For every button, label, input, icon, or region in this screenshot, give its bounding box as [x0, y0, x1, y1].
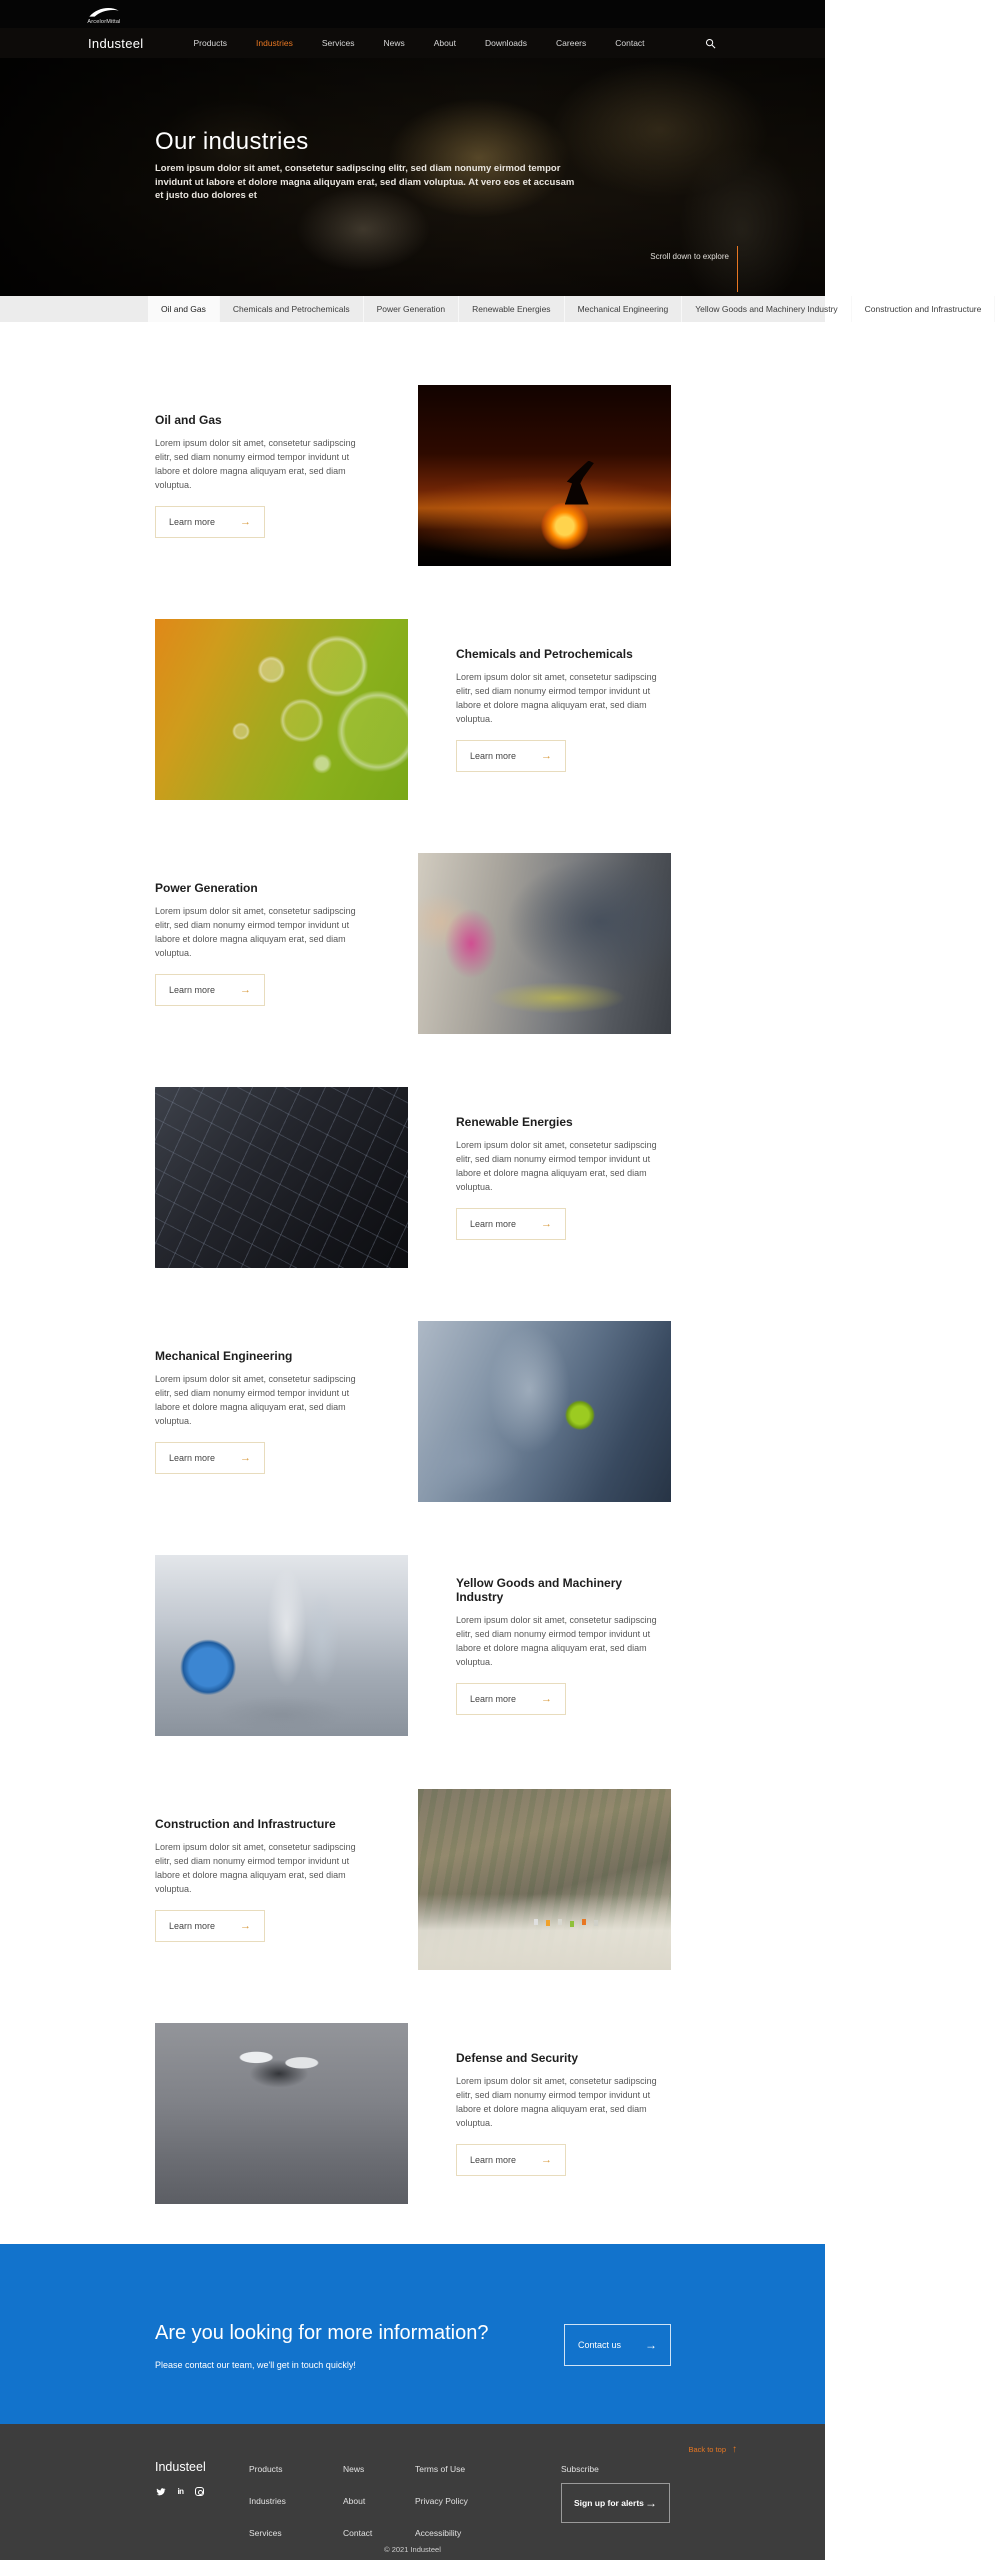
footer: [0, 2424, 825, 2560]
footer-link-privacy-policy[interactable]: Privacy Policy: [415, 2496, 468, 2506]
learn-more-button-power-generation[interactable]: [155, 974, 265, 1006]
tab-renewable-energies[interactable]: Renewable Energies: [459, 296, 564, 322]
tab-power-generation[interactable]: Power Generation: [364, 296, 460, 322]
learn-more-button-yellow-goods[interactable]: [456, 1683, 566, 1715]
social-icons: [155, 2486, 204, 2497]
section-body: Lorem ipsum dolor sit amet, consetetur sadipscing elitr, sed diam nonumy eirmod tempor invidunt ut labore et dolore magna aliquyam erat, sed diam voluptua.: [456, 2075, 657, 2128]
footer-link-services[interactable]: Services: [249, 2528, 282, 2538]
learn-more-label: Learn more: [169, 984, 216, 995]
footer-link-accessibility[interactable]: Accessibility: [415, 2528, 462, 2538]
tab-mechanical-engineering[interactable]: Mechanical Engineering: [565, 296, 683, 322]
section-title: Yellow Goods and Machinery Industry: [456, 1575, 623, 1604]
nav-item-products[interactable]: Products: [193, 38, 228, 48]
learn-more-button-oil-and-gas[interactable]: [155, 506, 265, 538]
section-text-block: [456, 2051, 671, 2176]
back-to-top-label: Back to top: [688, 2445, 726, 2454]
footer-link-products[interactable]: Products: [249, 2464, 283, 2474]
nav-item-industries[interactable]: Industries: [256, 38, 293, 48]
section-text-block: [456, 647, 671, 772]
nav-item-about[interactable]: About: [433, 38, 456, 48]
section-mechanical-engineering: [155, 1294, 671, 1528]
section-title: Power Generation: [155, 880, 258, 895]
scroll-indicator[interactable]: [650, 246, 738, 292]
learn-more-button-defense[interactable]: [456, 2144, 566, 2176]
section-title: Oil and Gas: [155, 412, 222, 427]
section-text-block: [456, 1576, 671, 1715]
section-title: Chemicals and Petrochemicals: [456, 646, 633, 661]
arcelormittal-logo[interactable]: [87, 6, 121, 28]
brand-industeel[interactable]: Industeel: [88, 35, 144, 51]
arrow-right-icon: →: [645, 2338, 657, 2352]
section-text-block: [155, 413, 370, 538]
learn-more-label: Learn more: [169, 1920, 216, 1931]
section-title: Mechanical Engineering: [155, 1348, 293, 1363]
section-title: Construction and Infrastructure: [155, 1816, 336, 1831]
learn-more-label: Learn more: [470, 750, 517, 761]
page-title: Our industries: [155, 128, 309, 155]
defense-photo: [155, 2023, 408, 2204]
footer-link-industries[interactable]: Industries: [249, 2496, 286, 2506]
section-construction-and-infrastructure: [155, 1762, 671, 1996]
industry-sections: [0, 322, 825, 2230]
contact-us-button[interactable]: [564, 2324, 671, 2366]
section-text-block: [155, 881, 370, 1006]
search-icon[interactable]: [705, 38, 716, 49]
nav-item-services[interactable]: Services: [321, 38, 355, 48]
instagram-icon[interactable]: [195, 2487, 204, 2496]
arrow-right-icon: →: [645, 2496, 657, 2510]
section-defense-and-security: [155, 1996, 671, 2230]
arrow-right-icon: →: [240, 1919, 251, 1932]
learn-more-button-construction[interactable]: [155, 1910, 265, 1942]
section-body: Lorem ipsum dolor sit amet, consetetur sadipscing elitr, sed diam nonumy eirmod tempor invidunt ut labore et dolore magna aliquyam erat, sed diam voluptua.: [155, 1373, 356, 1426]
section-text-block: [456, 1115, 671, 1240]
section-body: Lorem ipsum dolor sit amet, consetetur sadipscing elitr, sed diam nonumy eirmod tempor invidunt ut labore et dolore magna aliquyam erat, sed diam voluptua.: [456, 1614, 657, 1667]
yellow-goods-photo: [155, 1555, 408, 1736]
arcelormittal-mark-icon: [87, 6, 121, 18]
twitter-icon[interactable]: [155, 2486, 166, 2497]
learn-more-label: Learn more: [470, 1693, 517, 1704]
mechanical-engineering-photo: [418, 1321, 671, 1502]
section-chemicals-and-petrochemicals: [155, 592, 671, 826]
section-title: Renewable Energies: [456, 1114, 573, 1129]
section-yellow-goods: [155, 1528, 671, 1762]
top-strip: [0, 0, 825, 28]
arrow-right-icon: →: [541, 749, 552, 762]
learn-more-label: Learn more: [470, 1218, 517, 1229]
nav-item-careers[interactable]: Careers: [556, 38, 587, 48]
subscribe-label: Subscribe: [561, 2464, 599, 2474]
learn-more-label: Learn more: [169, 1452, 216, 1463]
learn-more-label: Learn more: [169, 516, 216, 527]
hero-banner: [0, 58, 825, 296]
arrow-right-icon: →: [240, 515, 251, 528]
scroll-hint-label: Scroll down to explore: [650, 252, 729, 261]
footer-brand[interactable]: Industeel: [155, 2460, 206, 2474]
section-body: Lorem ipsum dolor sit amet, consetetur sadipscing elitr, sed diam nonumy eirmod tempor invidunt ut labore et dolore magna aliquyam erat, sed diam voluptua.: [456, 671, 657, 724]
arrow-right-icon: →: [541, 1217, 552, 1230]
tab-chemicals-and-petrochemicals[interactable]: Chemicals and Petrochemicals: [220, 296, 364, 322]
nav-item-news[interactable]: News: [383, 38, 405, 48]
scroll-line: [737, 246, 738, 292]
footer-link-terms-of-use[interactable]: Terms of Use: [415, 2464, 466, 2474]
tab-oil-and-gas[interactable]: Oil and Gas: [148, 296, 220, 322]
section-renewable-energies: [155, 1060, 671, 1294]
nav-items: [193, 38, 644, 48]
back-to-top-link[interactable]: [688, 2444, 737, 2455]
arrow-up-icon: ↑: [732, 2444, 737, 2455]
section-text-block: [155, 1817, 370, 1942]
section-body: Lorem ipsum dolor sit amet, consetetur sadipscing elitr, sed diam nonumy eirmod tempor invidunt ut labore et dolore magna aliquyam erat, sed diam voluptua.: [155, 905, 356, 958]
nav-item-contact[interactable]: Contact: [615, 38, 645, 48]
arcelormittal-logo-text: ArcelorMittal: [87, 19, 121, 25]
section-body: Lorem ipsum dolor sit amet, consetetur sadipscing elitr, sed diam nonumy eirmod tempor invidunt ut labore et dolore magna aliquyam erat, sed diam voluptua.: [155, 1841, 356, 1894]
linkedin-icon[interactable]: in: [177, 2487, 184, 2496]
section-body: Lorem ipsum dolor sit amet, consetetur sadipscing elitr, sed diam nonumy eirmod tempor invidunt ut labore et dolore magna aliquyam erat, sed diam voluptua.: [456, 1139, 657, 1192]
learn-more-label: Learn more: [470, 2154, 517, 2165]
hero-description: Lorem ipsum dolor sit amet, consetetur sadipscing elitr, sed diam nonumy eirmod tempor invidunt ut labore et dolore magna aliquyam erat, sed diam voluptua. At vero eos et accusam et justo duo dolores et: [155, 163, 575, 201]
tab-yellow-goods-and-machinery-industry[interactable]: Yellow Goods and Machinery Industry: [682, 296, 851, 322]
section-text-block: [155, 1349, 370, 1474]
learn-more-button-chemicals[interactable]: [456, 740, 566, 772]
footer-link-about[interactable]: About: [343, 2496, 366, 2506]
section-power-generation: [155, 826, 671, 1060]
section-body: Lorem ipsum dolor sit amet, consetetur sadipscing elitr, sed diam nonumy eirmod tempor invidunt ut labore et dolore magna aliquyam erat, sed diam voluptua.: [155, 437, 356, 490]
contact-us-label: Contact us: [578, 2340, 622, 2350]
chemicals-photo: [155, 619, 408, 800]
main-nav: [0, 28, 825, 58]
arrow-right-icon: →: [541, 2153, 552, 2166]
oil-and-gas-photo: [418, 385, 671, 566]
footer-link-contact[interactable]: Contact: [343, 2528, 373, 2538]
signup-alerts-button[interactable]: [561, 2483, 670, 2523]
signup-alerts-label: Sign up for alerts: [574, 2498, 644, 2508]
nav-item-downloads[interactable]: Downloads: [484, 38, 528, 48]
learn-more-button-renewable-energies[interactable]: [456, 1208, 566, 1240]
section-oil-and-gas: [155, 358, 671, 592]
copyright-text: © 2021 Industeel: [384, 2545, 441, 2554]
power-generation-photo: [418, 853, 671, 1034]
industry-tabbar: [0, 296, 982, 322]
arrow-right-icon: →: [240, 983, 251, 996]
renewable-energies-photo: [155, 1087, 408, 1268]
arrow-right-icon: →: [541, 1692, 552, 1705]
cta-subtitle: Please contact our team, we'll get in touch quickly!: [155, 2360, 356, 2370]
footer-link-news[interactable]: News: [343, 2464, 365, 2474]
subscribe-block: [561, 2464, 670, 2523]
learn-more-button-mechanical-engineering[interactable]: [155, 1442, 265, 1474]
arrow-right-icon: →: [240, 1451, 251, 1464]
contact-cta-banner: [0, 2244, 825, 2424]
construction-photo: [418, 1789, 671, 1970]
cta-title: Are you looking for more information?: [155, 2322, 489, 2344]
tab-construction-and-infrastructure[interactable]: Construction and Infrastructure: [852, 296, 995, 322]
section-title: Defense and Security: [456, 2050, 579, 2065]
